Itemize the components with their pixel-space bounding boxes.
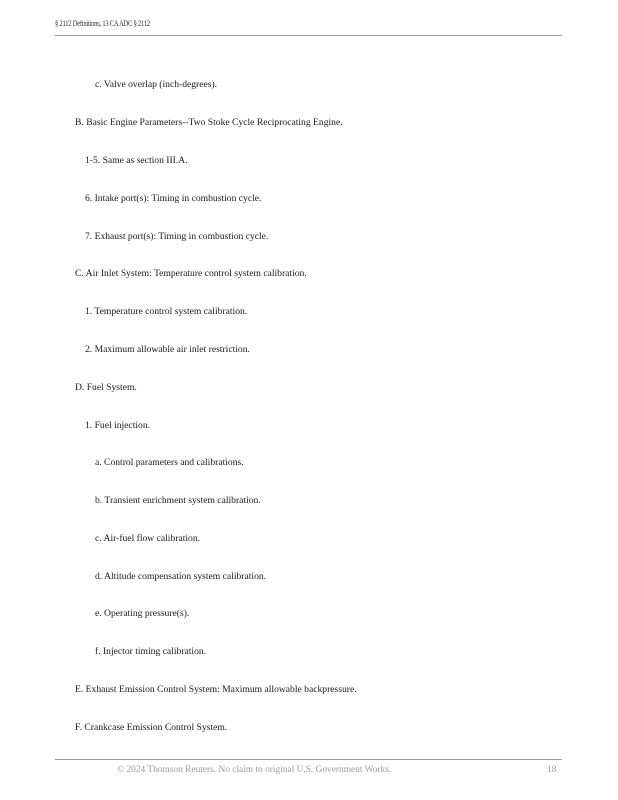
outline-item: 6. Intake port(s): Timing in combustion cycle. <box>85 193 262 204</box>
outline-item: F. Crankcase Emission Control System. <box>75 722 228 733</box>
footer-divider <box>55 759 562 760</box>
outline-item: 7. Exhaust port(s): Timing in combustion cycle. <box>85 231 269 242</box>
header-divider <box>55 35 562 36</box>
outline-item: a. Control parameters and calibrations. <box>95 457 244 468</box>
outline-item: e. Operating pressure(s). <box>95 608 190 619</box>
outline-item: B. Basic Engine Parameters--Two Stoke Cycle Reciprocating Engine. <box>75 117 343 128</box>
outline-item: b. Transient enrichment system calibration. <box>95 495 261 506</box>
outline-item: C. Air Inlet System: Temperature control system calibration. <box>75 268 307 279</box>
outline-item: E. Exhaust Emission Control System: Maximum allowable backpressure. <box>75 684 357 695</box>
page-number: 18 <box>547 765 557 775</box>
outline-item: 1. Temperature control system calibration. <box>85 306 248 317</box>
outline-item: f. Injector timing calibration. <box>95 646 207 657</box>
outline-item: c. Air-fuel flow calibration. <box>95 533 201 544</box>
outline-item: D. Fuel System. <box>75 382 137 393</box>
outline-item: 1-5. Same as section III.A. <box>85 155 188 166</box>
outline-item: d. Altitude compensation system calibration. <box>95 571 267 582</box>
outline-item: 1. Fuel injection. <box>85 420 151 431</box>
outline-item: c. Valve overlap (inch-degrees). <box>95 79 218 90</box>
running-header: § 2112 Definitions, 13 CA ADC § 2112 <box>55 19 150 28</box>
outline-item: 2. Maximum allowable air inlet restriction. <box>85 344 250 355</box>
copyright-notice: © 2024 Thomson Reuters. No claim to original U.S. Government Works. <box>117 765 392 775</box>
